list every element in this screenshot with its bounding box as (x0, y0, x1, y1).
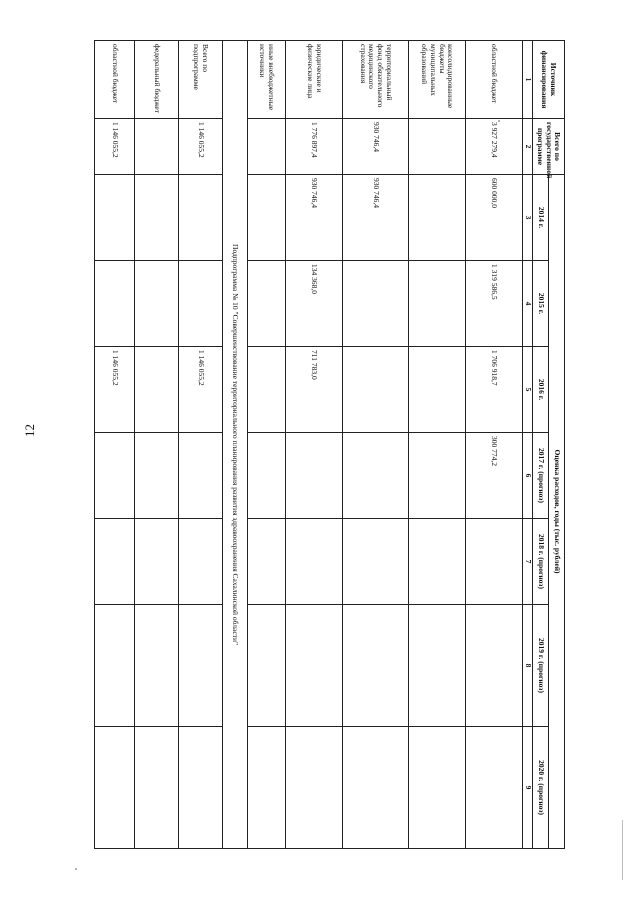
row-value (179, 261, 223, 347)
table-row (95, 41, 135, 849)
row-total: 1 146 055,2 (95, 119, 135, 175)
table-row (409, 41, 466, 849)
row-value (179, 433, 223, 519)
row-value (409, 605, 466, 727)
row-source: территориальный фонд обязательного медицинского страхования (343, 41, 409, 119)
header-source: Источник финансирования (533, 41, 565, 119)
row-source: областной бюджет (466, 41, 523, 119)
row-value (135, 261, 179, 347)
row-source: консолидированные бюджеты муниципальных образований (409, 41, 466, 119)
column-number: 4 (523, 261, 533, 347)
row-value (286, 433, 343, 519)
row-value (248, 519, 286, 605)
header-year: 2014 г. (533, 175, 549, 261)
row-value (179, 175, 223, 261)
row-total (248, 119, 286, 175)
row-source: федеральный бюджет (135, 41, 179, 119)
row-value: 1 146 055,2 (95, 347, 135, 433)
row-value (95, 175, 135, 261)
row-value (248, 433, 286, 519)
row-value: 930 746,4 (286, 175, 343, 261)
row-value (409, 727, 466, 849)
row-source: Всего по подпрограмме (179, 41, 223, 119)
row-value (466, 519, 523, 605)
row-value (248, 727, 286, 849)
column-number: 7 (523, 519, 533, 605)
header-year: 2019 г. (прогноз) (533, 605, 549, 727)
subprogram-row (223, 41, 248, 849)
row-value (95, 261, 135, 347)
column-number: 2 (523, 119, 533, 175)
row-value: 1 706 918,7 (466, 347, 523, 433)
header-year: 2020 г. (прогноз) (533, 727, 549, 849)
row-source: юридические и физические лица (286, 41, 343, 119)
table-row (466, 41, 523, 849)
column-number-row (523, 41, 533, 849)
row-source: областной бюджет (95, 41, 135, 119)
subprogram-title: Подпрограмма № 10 "Совершенствование территориального планирования развития здравоохранения Сахалинской области" (223, 41, 248, 849)
column-number: 9 (523, 727, 533, 849)
row-value: 134 368,0 (286, 261, 343, 347)
rotated-sheet (110, 40, 565, 848)
row-value (179, 605, 223, 727)
column-number: 3 (523, 175, 533, 261)
row-value (343, 347, 409, 433)
column-number: 5 (523, 347, 533, 433)
table-row (286, 41, 343, 849)
row-value (95, 727, 135, 849)
row-value (286, 519, 343, 605)
row-value (179, 519, 223, 605)
scan-speck (75, 868, 77, 870)
row-value (135, 347, 179, 433)
row-value (248, 605, 286, 727)
row-value (248, 261, 286, 347)
column-number: 6 (523, 433, 533, 519)
page-number: 12 (22, 424, 37, 437)
row-value (286, 727, 343, 849)
row-value (248, 175, 286, 261)
row-value (343, 519, 409, 605)
row-value (343, 605, 409, 727)
header-estimate: Оценка расходов, годы (тыс. рублей) (549, 175, 565, 849)
column-number: 1 (523, 41, 533, 119)
header-total: Всего по государственной программе (533, 119, 565, 175)
row-total: 1 146 055,2 (179, 119, 223, 175)
row-value (286, 605, 343, 727)
scan-speck (498, 120, 500, 122)
header-year: 2017 г. (прогноз) (533, 433, 549, 519)
row-value (409, 261, 466, 347)
row-value (409, 433, 466, 519)
row-total: 1 776 897,4 (286, 119, 343, 175)
row-value (135, 175, 179, 261)
table-row (343, 41, 409, 849)
row-total (135, 119, 179, 175)
row-total (409, 119, 466, 175)
table-row (135, 41, 179, 849)
row-value: 930 746,4 (343, 175, 409, 261)
column-number: 8 (523, 605, 533, 727)
row-value (179, 727, 223, 849)
header-year: 2016 г. (533, 347, 549, 433)
row-value (343, 261, 409, 347)
row-source: иные внебюджетные источники (248, 41, 286, 119)
row-total: 3 927 279,4 (466, 119, 523, 175)
row-value (343, 433, 409, 519)
row-value (95, 433, 135, 519)
row-value (95, 519, 135, 605)
row-value (135, 433, 179, 519)
header-year: 2018 г. (прогноз) (533, 519, 549, 605)
table-row (248, 41, 286, 849)
row-value: 1 319 586,5 (466, 261, 523, 347)
row-value (343, 727, 409, 849)
row-value (466, 605, 523, 727)
row-value (248, 347, 286, 433)
header-year: 2015 г. (533, 261, 549, 347)
row-total: 930 746,4 (343, 119, 409, 175)
row-value: 1 146 055,2 (179, 347, 223, 433)
row-value (409, 347, 466, 433)
row-value (95, 605, 135, 727)
row-value: 600 000,0 (466, 175, 523, 261)
row-value (409, 175, 466, 261)
budget-table (94, 40, 565, 849)
row-value (409, 519, 466, 605)
row-value (135, 605, 179, 727)
row-value: 711 783,0 (286, 347, 343, 433)
row-value (135, 519, 179, 605)
row-value (466, 727, 523, 849)
row-value: 300 774,2 (466, 433, 523, 519)
table-row (179, 41, 223, 849)
row-value (135, 727, 179, 849)
scan-edge-mark (622, 820, 623, 880)
